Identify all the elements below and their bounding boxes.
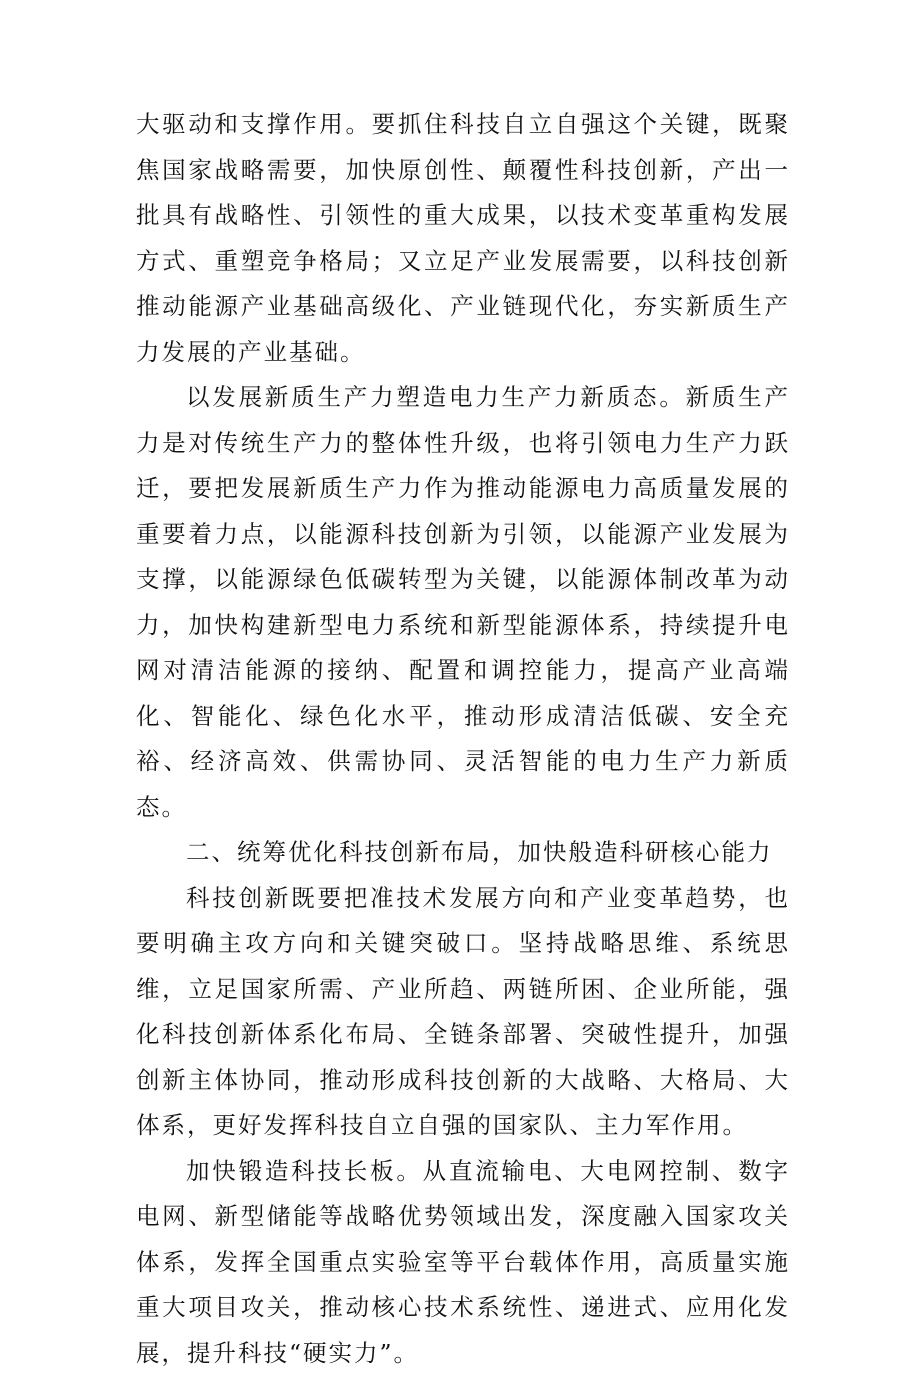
- paragraph-3: 科技创新既要把准技术发展方向和产业变革趋势，也要明确主攻方向和关键突破口。坚持战略思维、系统思维，立足国家所需、产业所趋、两链所困、企业所能，强化科技创新体系化布局、全链条部署、突破性提升，加强创新主体协同，推动形成科技创新的大战略、大格局、大体系，更好发挥科技自立自强的国家队、主力军作用。: [136, 876, 790, 1149]
- paragraph-2: 以发展新质生产力塑造电力生产力新质态。新质生产力是对传统生产力的整体性升级，也将引领电力生产力跃迁，要把发展新质生产力作为推动能源电力高质量发展的重要着力点，以能源科技创新为引领，以能源产业发展为支撑，以能源绿色低碳转型为关键，以能源体制改革为动力，加快构建新型电力系统和新型能源体系，持续提升电网对清洁能源的接纳、配置和调控能力，提高产业高端化、智能化、绿色化水平，推动形成清洁低碳、安全充裕、经济高效、供需协同、灵活智能的电力生产力新质态。: [136, 375, 790, 830]
- paragraph-4: 加快锻造科技长板。从直流输电、大电网控制、数字电网、新型储能等战略优势领域出发，深度融入国家攻关体系，发挥全国重点实验室等平台载体作用，高质量实施重大项目攻关，推动核心技术系统性、递进式、应用化发展，提升科技“硬实力”。: [136, 1149, 790, 1376]
- document-body: [136, 102, 790, 1376]
- section-heading: 二、统筹优化科技创新布局，加快般造科研核心能力: [136, 830, 790, 876]
- paragraph-1: 大驱动和支撑作用。要抓住科技自立自强这个关键，既聚焦国家战略需要，加快原创性、颠覆性科技创新，产出一批具有战略性、引领性的重大成果，以技术变革重构发展方式、重塑竞争格局；又立足产业发展需要，以科技创新推动能源产业基础高级化、产业链现代化，夯实新质生产力发展的产业基础。: [136, 102, 790, 375]
